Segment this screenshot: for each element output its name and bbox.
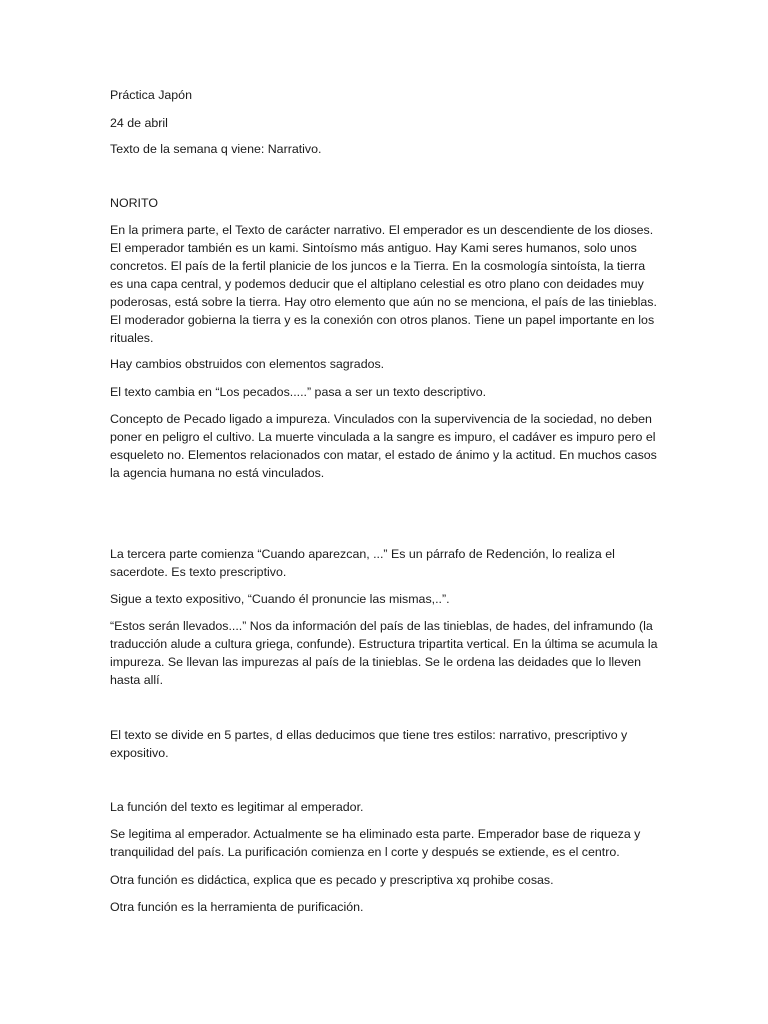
paragraph-underworld: “Estos serán llevados....” Nos da información del país de las tinieblas, de hades, del inframundo (la traducción alude a cultura griega, confunde). Estructura tripartita vertical. En la última se acumula la impureza. Se llevan las impurezas al país de la tinieblas. Se le ordena las deidades que lo lleven hasta allí. [110,619,658,687]
paragraph-function: La función del texto es legitimar al emperador. [110,800,364,814]
paragraph-legitimation: Se legitima al emperador. Actualmente se ha eliminado esta parte. Emperador base de riqueza y tranquilidad del país. La purificación comienza en l corte y después se extiende, es el centro. [110,827,641,859]
paragraph-narrative: En la primera parte, el Texto de carácter narrativo. El emperador es un descendiente de los dioses. El emperador también es un kami. Sintoísmo más antiguo. Hay Kami seres humanos, solo unos concretos. El país de la fertil planicie de los juncos e la Tierra. En la cosmología sintoísta, la tierra es una capa central, y podemos deducir que el altiplano celestial es otro plano con deidades muy poderosas, está sobre la tierra. Hay otro elemento que aún no se menciona, el país de las tinieblas. El moderador gobierna la tierra y es la conexión con otros planos. Tiene un papel importante en los rituales. [110,223,657,345]
paragraph-changes: Hay cambios obstruidos con elementos sagrados. [110,357,385,371]
paragraph-sin-concept: Concepto de Pecado ligado a impureza. Vinculados con la supervivencia de la sociedad, no deben poner en peligro el cultivo. La muerte vinculada a la sangre es impuro, el cadáver es impuro pero el esqueleto no. Elementos relacionados con matar, el estado de ánimo y la actitud. En muchos casos la agencia humana no está vinculados. [110,412,657,480]
document-date: 24 de abril [110,116,168,130]
paragraph-didactic: Otra función es didáctica, explica que es pecado y prescriptiva xq prohibe cosas. [110,873,554,887]
paragraph-purification: Otra función es la herramienta de purificación. [110,900,364,914]
document-title: Práctica Japón [110,88,192,102]
section-heading: NORITO [110,196,158,210]
paragraph-third-part: La tercera parte comienza “Cuando aparezcan, ...” Es un párrafo de Redención, lo realiza el sacerdote. Es texto prescriptivo. [110,547,615,579]
paragraph-expository: Sigue a texto expositivo, “Cuando él pronuncie las mismas,..”. [110,592,450,606]
next-week-note: Texto de la semana q viene: Narrativo. [110,142,322,156]
paragraph-descriptive: El texto cambia en “Los pecados.....” pasa a ser un texto descriptivo. [110,385,487,399]
paragraph-structure: El texto se divide en 5 partes, d ellas deducimos que tiene tres estilos: narrativo, prescriptivo y expositivo. [110,728,628,760]
